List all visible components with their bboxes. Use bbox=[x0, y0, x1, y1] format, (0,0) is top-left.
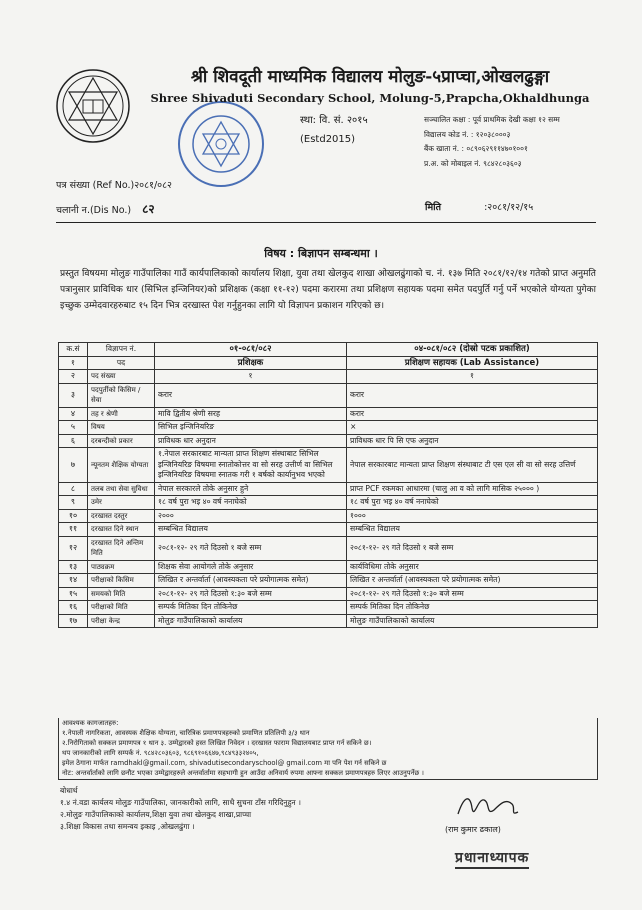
info-mobile: प्र.अ. को मोबाइल नं. ९८४२८०३६०३ bbox=[424, 158, 522, 168]
row-col2: २०८१-१२- २९ गते दिउसो १ बजे सम्म bbox=[347, 536, 598, 560]
required-documents-notes bbox=[58, 718, 598, 780]
row-sn: १३ bbox=[59, 560, 88, 574]
row-label: पद bbox=[88, 356, 155, 370]
date-value: :२०८१/१२/१५ bbox=[484, 202, 534, 213]
school-logo bbox=[55, 68, 131, 144]
school-info-block bbox=[424, 113, 560, 171]
note-line: १.नेपाली नागरिकता, आवस्यक शैक्षिक योग्यता, चारित्रिक प्रमाणपत्रहरुको प्रमाणित प्रतिलिपी ३/३ थान bbox=[62, 728, 310, 737]
table-row bbox=[59, 407, 598, 421]
row-col1: सिभिल इन्जिनियरिङ bbox=[155, 421, 347, 435]
table-header-row bbox=[59, 343, 598, 357]
header-sn: क.सं bbox=[59, 343, 88, 357]
row-col1: २०८१-१२- २९ गते दिउसो १ बजे सम्म bbox=[155, 536, 347, 560]
row-col2: प्राप्त PCF रकमका आधारमा (चालु आ व को लागि मासिक २५००० ) bbox=[347, 482, 598, 496]
row-col2: प्रशिक्षण सहायक (Lab Assistance) bbox=[347, 356, 598, 370]
ref-value: २०८१/०८२ bbox=[134, 180, 172, 191]
dis-label: चलानी न.(Dis No.) bbox=[56, 205, 132, 216]
row-col1: लिखित र अन्तर्वार्ता (आवस्यकता परे प्रयोगात्मक समेत) bbox=[155, 574, 347, 588]
info-classes: सञ्चालित कक्षा : पूर्व प्राथमिक देखी कक्षा १२ सम्म bbox=[424, 115, 560, 124]
row-col1: सम्बन्धित विद्यालय bbox=[155, 523, 347, 537]
headmaster-stamp: प्रधानाध्यापक bbox=[455, 848, 529, 869]
dispatch-number bbox=[56, 200, 155, 217]
row-col1: १ bbox=[155, 370, 347, 384]
school-name-english: Shree Shivaduti Secondary School, Molung-5,Prapcha,Okhaldhunga bbox=[150, 91, 590, 105]
table-row bbox=[59, 574, 598, 588]
note-line: इमेल ठेगाना मार्फत ramdhakl@gmail.com, shivadutisecondaryschool@ gmail.com मा पनि पेश गर्न सकिने छ bbox=[62, 758, 387, 767]
header-label: विज्ञापन नं. bbox=[88, 343, 155, 357]
info-bank-account: बैंक खाता नं. : ०८९०६२९११४७०१००१ bbox=[424, 144, 528, 153]
row-sn: ४ bbox=[59, 407, 88, 421]
row-sn: ८ bbox=[59, 482, 88, 496]
row-sn: १० bbox=[59, 509, 88, 523]
header-divider bbox=[56, 222, 596, 223]
row-label: दरबन्दीको प्रकार bbox=[88, 434, 155, 448]
table-row bbox=[59, 434, 598, 448]
table-row bbox=[59, 560, 598, 574]
row-col1: मावि द्वितीय श्रेणी सरह bbox=[155, 407, 347, 421]
row-sn: ११ bbox=[59, 523, 88, 537]
row-sn: १ bbox=[59, 356, 88, 370]
row-col1: मोलुङ गाउँपालिकाको कार्यालय bbox=[155, 614, 347, 628]
note-line: थप जानकारीको लागि सम्पर्क नं. ९८४२८०३६०३, ९८६९१०६६४७,९८४९३३२४०५, bbox=[62, 748, 259, 757]
table-row bbox=[59, 587, 598, 601]
note-line: नोट: अन्तर्वार्ताको लागि छनौट भएका उम्मेद्वारहरुले अन्तर्वार्तामा सहभागी हुन आउँदा अनिवार्य रुपमा आफ्ना सक्कल प्रमाणपत्रहरु लिएर आउनुपर्नेछ । bbox=[62, 768, 424, 777]
row-col2: कार्यविधिमा तोके अनुसार bbox=[347, 560, 598, 574]
signatory-name: (राम कुमार ढकाल) bbox=[445, 825, 501, 834]
letter-body: प्रस्तुत विषयमा मोलुङ गाउँपालिका गाउँ कार्यपालिकाको कार्यालय शिक्षा, युवा तथा खेलकुद शाखा ओखलढुंगाको च. नं. १३७ मिति २०८१/१२/१४ गतेको प्राप्त अनुमति पत्रानुसार प्राविधिक धार (सिभिल इन्जिनियर)को प्रशिक्षक (कक्षा ११-१२) पदमा करारमा तथा प्रशिक्षण सहायक पदमा समेत पदपुर्ति गर्नु पर्ने भएकोले योग्यता पुगेका इच्छुक उम्मेदवारहरुबाट १५ दिन भित्र दरखास्त पेश गर्नुहुनका लागि यो विज्ञापन प्रकाशन गरिएको छ। bbox=[60, 269, 596, 311]
row-col1: शिक्षक सेवा आयोगले तोके अनुसार bbox=[155, 560, 347, 574]
note-line: आवश्यक कागजातहरु: bbox=[62, 719, 119, 727]
table-row bbox=[59, 448, 598, 483]
row-label: परीक्षाको मिति bbox=[88, 601, 155, 615]
row-col2: १८ वर्ष पुरा भइ ४० वर्ष ननाघेको bbox=[347, 496, 598, 510]
row-label: विषय bbox=[88, 421, 155, 435]
table-row bbox=[59, 536, 598, 560]
row-sn: ५ bbox=[59, 421, 88, 435]
row-col2: लिखित र अन्तर्वार्ता (आवस्यकता परे प्रयोगात्मक समेत) bbox=[347, 574, 598, 588]
copy-to-list bbox=[60, 785, 301, 833]
row-sn: १७ bbox=[59, 614, 88, 628]
row-label: पदपुर्तीको किसिम / सेवा bbox=[88, 383, 155, 407]
table-row bbox=[59, 614, 598, 628]
note-line: २.निरोगिताको सक्कल प्रमाणपत्र १ थान ३. उम्मेद्वारको हस्त लिखित निवेदन । दरखास्त फाराम विद्यालयबाट प्राप्त गर्न सकिने छ। bbox=[62, 738, 372, 747]
dis-value: ८२ bbox=[142, 202, 155, 216]
row-sn: १५ bbox=[59, 587, 88, 601]
row-sn: १६ bbox=[59, 601, 88, 615]
reference-number bbox=[56, 178, 172, 191]
row-col1: प्रशिक्षक bbox=[155, 356, 347, 370]
row-sn: ७ bbox=[59, 448, 88, 483]
table-row bbox=[59, 370, 598, 384]
row-col2: करार bbox=[347, 383, 598, 407]
row-col1: १.नेपाल सरकारबाट मान्यता प्राप्त शिक्षण संस्थाबाट सिभिल इन्जिनियरिङ विषयमा स्नातोकोत्तर वा सो सरह उत्तीर्ण वा सिभिल इन्जिनियरिङ विषयमा स्नातक गरी १ बर्षको कार्यानुभव भएको bbox=[155, 448, 347, 483]
table-row bbox=[59, 523, 598, 537]
row-sn: ३ bbox=[59, 383, 88, 407]
row-sn: १२ bbox=[59, 536, 88, 560]
row-col2: १००० bbox=[347, 509, 598, 523]
table-row bbox=[59, 383, 598, 407]
row-col2: १ bbox=[347, 370, 598, 384]
row-col2: नेपाल सरकारबाट मान्यता प्राप्त शिक्षण संस्थाबाट टी एस एल सी वा सो सरह उत्तिर्ण bbox=[347, 448, 598, 483]
row-sn: १४ bbox=[59, 574, 88, 588]
header-col2: ०४-०८१/०८२ (दोस्रो पटक प्रकाशित) bbox=[347, 343, 598, 357]
row-col2: प्राविधक धार पि सि एफ अनुदान bbox=[347, 434, 598, 448]
row-label: उमेर bbox=[88, 496, 155, 510]
table-row bbox=[59, 421, 598, 435]
established-english: (Estd2015) bbox=[300, 134, 356, 145]
row-label: दरखास्त दिने अन्तिम मिति bbox=[88, 536, 155, 560]
table-row bbox=[59, 601, 598, 615]
row-col2: करार bbox=[347, 407, 598, 421]
row-label: पद संख्या bbox=[88, 370, 155, 384]
row-col2: × bbox=[347, 421, 598, 435]
copy-to-item: २.मोलुङ गाउँपालिकाको कार्यालय,शिक्षा युवा तथा खेलकुद शाखा,प्राप्चा bbox=[60, 810, 252, 819]
school-seal-stamp bbox=[175, 98, 267, 190]
established-nepali: स्था: वि. सं. २०१५ bbox=[300, 115, 368, 126]
vacancy-table bbox=[58, 342, 598, 628]
table-row bbox=[59, 509, 598, 523]
table-row bbox=[59, 496, 598, 510]
ref-label: पत्र संख्या (Ref No.) bbox=[56, 180, 135, 191]
table-row bbox=[59, 356, 598, 370]
row-col2: सम्बन्धित विद्यालय bbox=[347, 523, 598, 537]
row-sn: २ bbox=[59, 370, 88, 384]
row-col1: २०८१-१२- २९ गते दिउसो १:३० बजे सम्म bbox=[155, 587, 347, 601]
row-sn: ९ bbox=[59, 496, 88, 510]
copy-to-item: १.४ नं.वडा कार्यलय मोलुङ गाउँपालिका, जानकारीको लागि, साथै सुचना टाँस गरिदिनुहुन । bbox=[60, 798, 301, 807]
row-col1: २००० bbox=[155, 509, 347, 523]
row-label: तलब तथा सेवा सुविधा bbox=[88, 482, 155, 496]
row-col2: २०८१-१२- २९ गते दिउसो १:३० बजे सम्म bbox=[347, 587, 598, 601]
letter-subject: विषय : बिज्ञापन सम्बन्धमा । bbox=[264, 247, 378, 260]
row-label: दरखास्त दिने स्थान bbox=[88, 523, 155, 537]
copy-to-item: ३.शिक्षा विकास तथा समन्वय इकाइ ,ओखलढुंगा । bbox=[60, 822, 195, 831]
row-label: पाठ्यक्रम bbox=[88, 560, 155, 574]
copy-to-heading: बोधार्थ bbox=[60, 786, 78, 795]
row-col1: सम्पर्क मितिका दिन तोकिनेछ bbox=[155, 601, 347, 615]
row-col1: १८ वर्ष पुरा भइ ४० वर्ष ननाघेको bbox=[155, 496, 347, 510]
row-label: समयको मिति bbox=[88, 587, 155, 601]
row-label: दरखास्त दस्तुर bbox=[88, 509, 155, 523]
row-col2: सम्पर्क मितिका दिन तोकिनेछ bbox=[347, 601, 598, 615]
row-col1: नेपाल सरकारले तोके अनुसार हुने bbox=[155, 482, 347, 496]
row-label: परीक्षाको किसिम bbox=[88, 574, 155, 588]
info-school-code: विद्यालय कोड नं. : १२०३८०००३ bbox=[424, 129, 511, 139]
row-label: परीक्षा केन्द्र bbox=[88, 614, 155, 628]
row-sn: ६ bbox=[59, 434, 88, 448]
header-col1: ०१-०८१/०८२ bbox=[155, 343, 347, 357]
row-col1: प्राविधक धार अनुदान bbox=[155, 434, 347, 448]
date-label: मिति bbox=[425, 202, 442, 213]
school-name-nepali: श्री शिवदूती माध्यमिक विद्यालय मोलुङ-५प्राप्चा,ओखलढुङ्गा bbox=[190, 67, 550, 87]
table-row bbox=[59, 482, 598, 496]
row-label: न्यूनतम शैक्षिक योग्यता bbox=[88, 448, 155, 483]
letter-date bbox=[425, 200, 533, 213]
row-label: तह र श्रेणी bbox=[88, 407, 155, 421]
row-col2: मोलुङ गाउँपालिकाको कार्यालय bbox=[347, 614, 598, 628]
handwritten-signature bbox=[448, 790, 528, 822]
row-col1: करार bbox=[155, 383, 347, 407]
